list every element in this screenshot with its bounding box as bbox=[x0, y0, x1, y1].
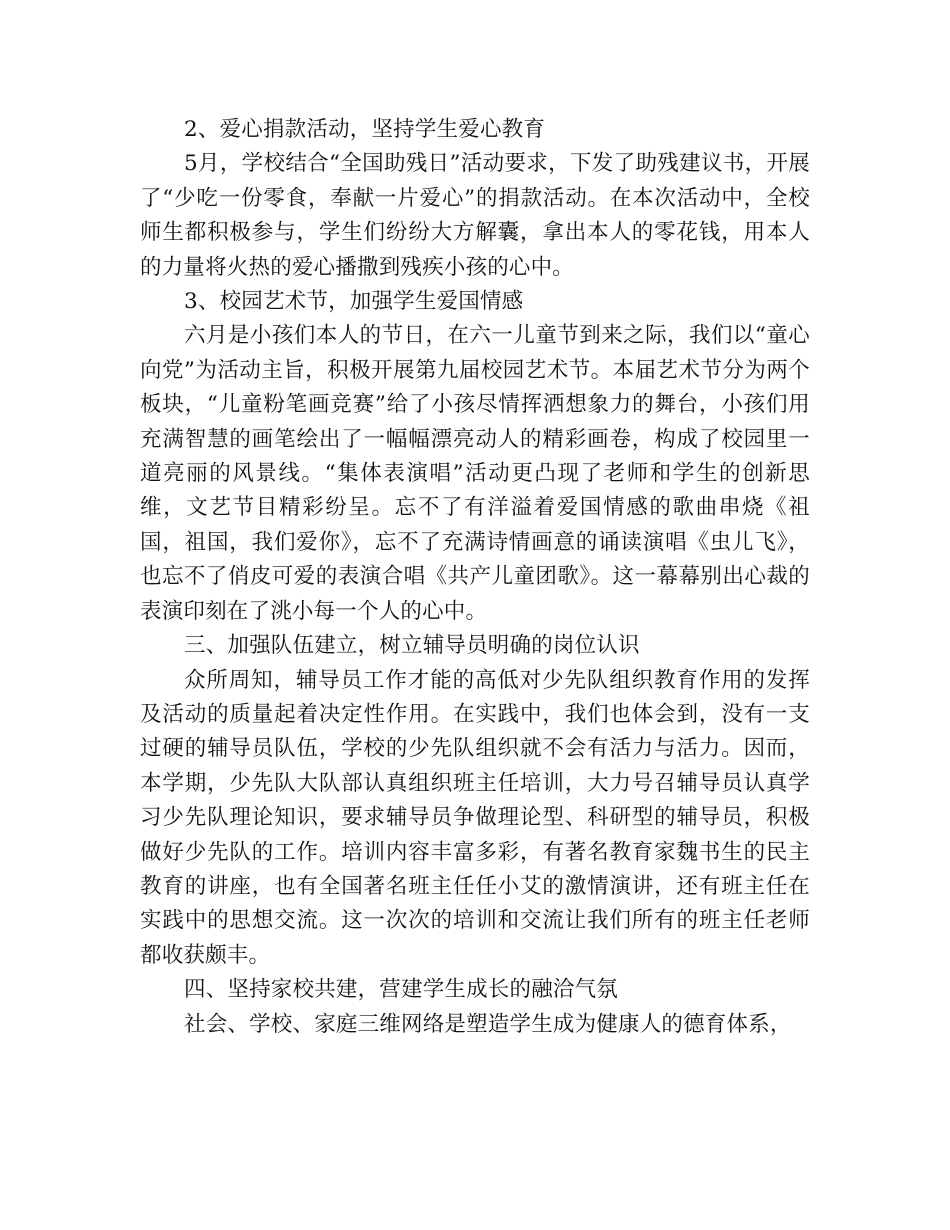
section-paragraph-art-festival: 六月是小孩们本人的节日，在六一儿童节到来之际，我们以“童心向党”为活动主旨，积极开展第九届校园艺术节。本届艺术节分为两个板块，“儿童粉笔画竞赛”给了小孩尽情挥洒想象力的舞台，小孩们用充满智慧的画笔绘出了一幅幅漂亮动人的精彩画卷，构成了校园里一道亮丽的风景线。“集体表演唱”活动更凸现了老师和学生的创新思维，文艺节目精彩纷呈。忘不了有洋溢着爱国情感的歌曲串烧《祖国，祖国，我们爱你》，忘不了充满诗情画意的诵读演唱《虫儿飞》，也忘不了俏皮可爱的表演合唱《共产儿童团歌》。这一幕幕别出心裁的表演印刻在了洮小每一个人的心中。 bbox=[140, 323, 810, 624]
section-heading-donation: 2、爱心捐款活动，坚持学生爱心教育 bbox=[184, 117, 546, 142]
section-heading-home-school: 四、坚持家校共建，营建学生成长的融洽气氛 bbox=[184, 977, 619, 1003]
section-paragraph-home-school: 社会、学校、家庭三维网络是塑造学生成为健康人的德育体系， bbox=[184, 1011, 792, 1037]
section-heading-art-festival: 3、校园艺术节，加强学生爱国情感 bbox=[184, 289, 524, 315]
section-paragraph-team-building: 众所周知，辅导员工作才能的高低对少先队组织教育作用的发挥及活动的质量起着决定性作用。在实践中，我们也体会到，没有一支过硬的辅导员队伍，学校的少先队组织就不会有活力与活力。因而，本学期，少先队大队部认真组织班主任培训，大力号召辅导员认真学习少先队理论知识，要求辅导员争做理论型、科研型的辅导员，积极做好少先队的工作。培训内容丰富多彩，有著名教育家魏书生的民主教育的讲座，也有全国著名班主任任小艾的激情演讲，还有班主任在实践中的思想交流。这一次次的培训和交流让我们所有的班主任老师都收获颇丰。 bbox=[140, 667, 810, 968]
section-heading-team-building: 三、加强队伍建立，树立辅导员明确的岗位认识 bbox=[184, 633, 640, 659]
document-body bbox=[140, 113, 810, 1042]
section-paragraph-donation: 5月，学校结合“全国助残日”活动要求，下发了助残建议书，开展了“少吃一份零食，奉献一片爱心”的捐款活动。在本次活动中，全校师生都积极参与，学生们纷纷大方解囊，拿出本人的零花钱，用本人的力量将火热的爱心播撒到残疾小孩的心中。 bbox=[140, 151, 810, 280]
